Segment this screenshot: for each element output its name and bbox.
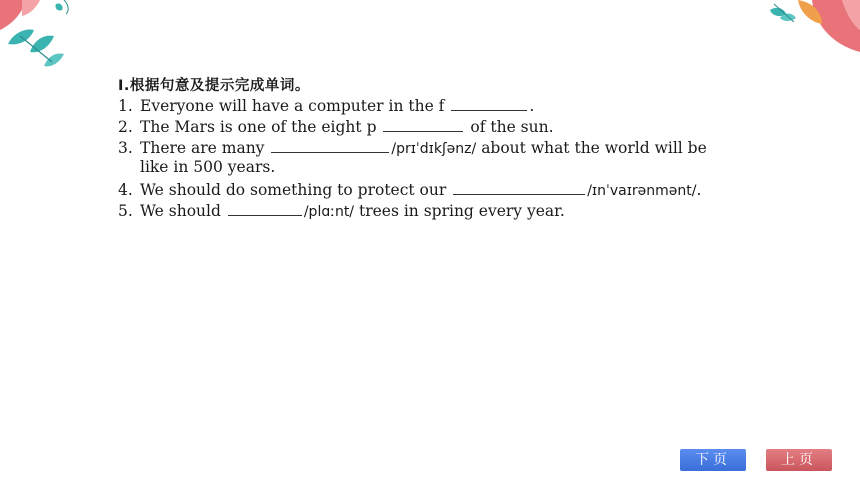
question-text: The Mars is one of the eight p: [140, 118, 377, 136]
question-text: Everyone will have a computer in the f: [140, 97, 445, 115]
question-number: 5.: [118, 202, 133, 220]
question-text: We should do something to protect our: [140, 181, 447, 199]
question-number: 1.: [118, 97, 133, 115]
question-text: There are many: [140, 139, 265, 157]
answer-blank: [451, 95, 527, 111]
next-page-button[interactable]: 下页: [680, 449, 746, 471]
question-5: [118, 200, 565, 223]
question-number: 4.: [118, 181, 133, 199]
leaf-decoration-top-left: [0, 0, 90, 72]
answer-blank: [271, 137, 389, 153]
question-text-after: .: [529, 97, 535, 115]
exercise-heading: Ⅰ.根据句意及提示完成单词。: [118, 78, 310, 94]
question-text-after: trees in spring every year.: [358, 202, 565, 220]
question-text-after: .: [696, 181, 702, 199]
answer-blank: [453, 179, 585, 195]
phonetic-hint: /prɪˈdɪkʃənz/: [391, 141, 477, 157]
question-text-after: of the sun.: [470, 118, 554, 136]
answer-blank: [383, 116, 463, 132]
question-4: [118, 179, 701, 202]
leaf-decoration-top-right: [730, 0, 860, 60]
previous-page-button[interactable]: 上页: [766, 449, 832, 471]
question-text-after: about what the world will be: [481, 139, 707, 157]
phonetic-hint: /plɑːnt/: [303, 204, 355, 220]
question-text: We should: [140, 202, 221, 220]
answer-blank: [228, 200, 302, 216]
question-1: [118, 95, 534, 117]
question-number: 3.: [118, 139, 133, 157]
question-3-continuation: like in 500 years.: [140, 158, 276, 176]
phonetic-hint: /ɪnˈvaɪrənmənt/: [587, 183, 697, 199]
question-3: [118, 137, 707, 160]
question-2: [118, 116, 554, 138]
question-number: 2.: [118, 118, 133, 136]
